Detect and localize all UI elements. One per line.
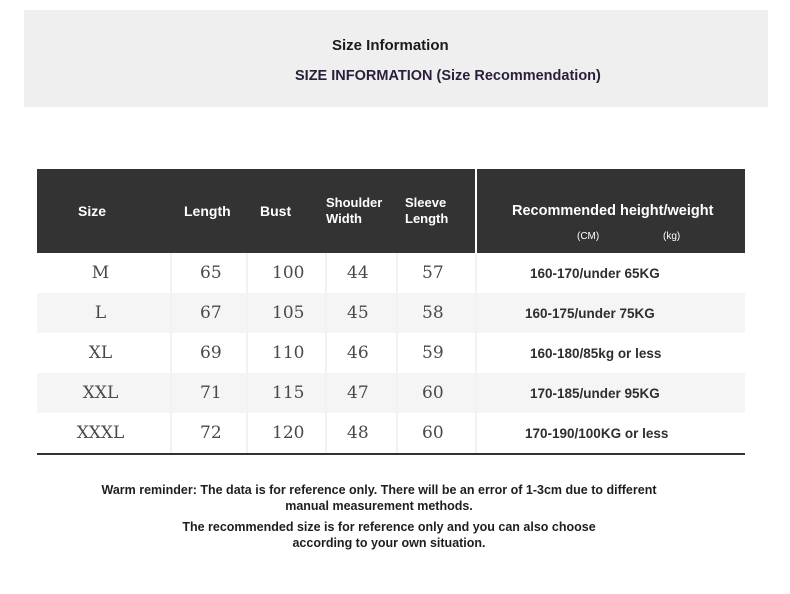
cell-length: 65 xyxy=(171,253,247,293)
header-shoulder-line2: Width xyxy=(326,211,362,226)
cell-bust: 115 xyxy=(247,373,326,413)
cell-sleeve: 59 xyxy=(397,333,476,373)
size-table xyxy=(37,169,745,455)
cell-sleeve: 60 xyxy=(397,413,476,454)
cell-shoulder: 44 xyxy=(326,253,397,293)
cell-recommended: 160-180/85kg or less xyxy=(530,345,662,361)
cell-shoulder: 46 xyxy=(326,333,397,373)
title-banner xyxy=(24,10,768,107)
cell-bust: 120 xyxy=(247,413,326,454)
header-sleeve-line1: Sleeve xyxy=(405,195,447,210)
cell-length: 71 xyxy=(171,373,247,413)
cell-shoulder: 48 xyxy=(326,413,397,454)
table-row xyxy=(37,373,745,413)
header-size: Size xyxy=(37,169,171,253)
cell-length: 72 xyxy=(171,413,247,454)
cell-bust: 110 xyxy=(247,333,326,373)
cell-sleeve: 58 xyxy=(397,293,476,333)
cell-size: L xyxy=(37,293,171,333)
header-unit-cm: (CM) xyxy=(577,231,600,242)
header-sleeve-line2: Length xyxy=(405,211,449,226)
cell-sleeve: 60 xyxy=(397,373,476,413)
cell-shoulder: 47 xyxy=(326,373,397,413)
header-recommended-label: Recommended height/weight xyxy=(512,203,714,219)
banner-title: Size Information xyxy=(332,37,449,54)
cell-size: XL xyxy=(37,333,171,373)
notes-section xyxy=(0,482,758,551)
header-sleeve-length xyxy=(397,169,476,253)
header-unit-kg: (kg) xyxy=(663,231,681,242)
header-shoulder-line1: Shoulder xyxy=(326,195,383,210)
cell-recommended: 160-175/under 75KG xyxy=(476,293,745,333)
recommendation-note: The recommended size is for reference only and you can also choose according to your own situation. xyxy=(182,520,596,550)
cell-recommended: 160-170/under 65KG xyxy=(530,265,660,281)
cell-shoulder: 45 xyxy=(326,293,397,333)
cell-sleeve: 57 xyxy=(397,253,476,293)
table-row xyxy=(37,413,745,454)
cell-recommended: 170-190/100KG or less xyxy=(476,413,745,454)
table-header-row xyxy=(37,169,745,253)
header-bust: Bust xyxy=(247,169,326,253)
cell-bust: 105 xyxy=(247,293,326,333)
table-row xyxy=(37,293,745,333)
cell-recommended: 170-185/under 95KG xyxy=(476,373,745,413)
cell-bust: 100 xyxy=(247,253,326,293)
header-recommended xyxy=(476,169,745,253)
cell-size: XXXL xyxy=(37,413,171,454)
cell-size: XXL xyxy=(37,373,171,413)
table-row xyxy=(37,253,745,293)
cell-length: 69 xyxy=(171,333,247,373)
banner-subtitle: SIZE INFORMATION (Size Recommendation) xyxy=(295,68,601,84)
table-row xyxy=(37,333,745,373)
header-shoulder-width xyxy=(326,169,397,253)
warm-reminder-note: Warm reminder: The data is for reference only. There will be an error of 1-3cm due to different manual measurement methods. xyxy=(101,483,657,513)
cell-size: M xyxy=(37,253,171,293)
header-length: Length xyxy=(171,169,247,253)
cell-length: 67 xyxy=(171,293,247,333)
